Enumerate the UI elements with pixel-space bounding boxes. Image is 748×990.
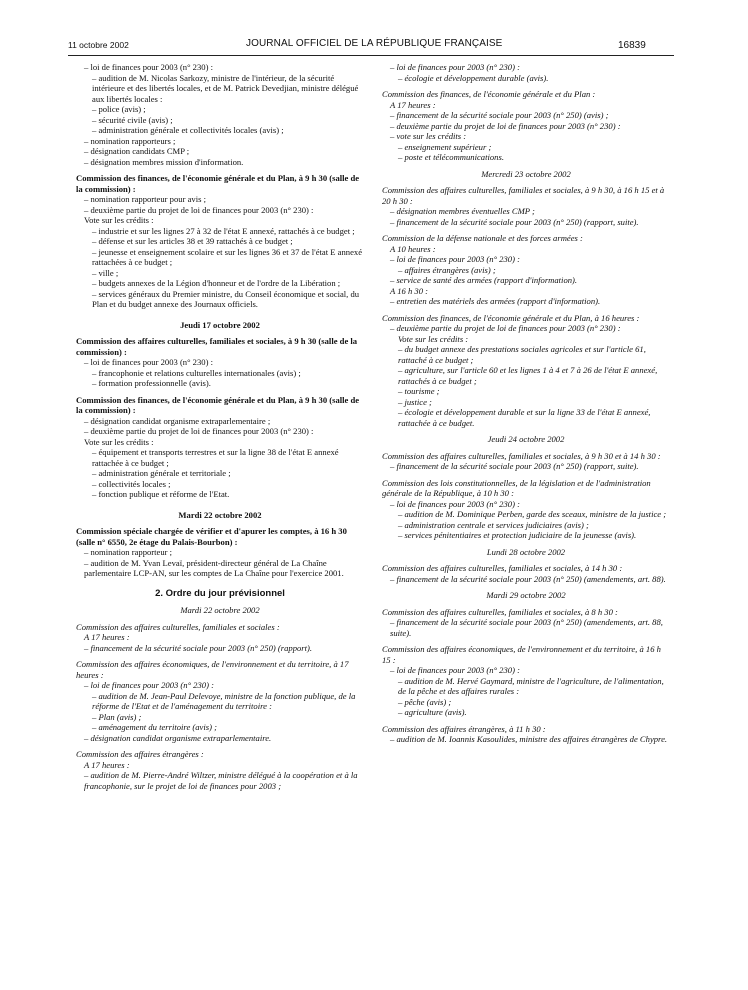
agenda-item: – deuxième partie du projet de loi de finances pour 2003 (n° 230) : [390, 120, 621, 131]
agenda-item: – agriculture, sur l'article 60 et les lignes 1 à 4 et 7 à 26 de l'état E annexé, rattachés à ce budget ; [398, 365, 658, 386]
agenda-item: – financement de la sécurité sociale pour 2003 (n° 250) (amendements, art. 88, suite). [390, 617, 663, 638]
spacer [76, 500, 364, 510]
agenda-item: – jeunesse et enseignement scolaire et sur les lignes 36 et 37 de l'état E annexé rattachées à ce budget ; [92, 246, 363, 267]
agenda-item: – financement de la sécurité sociale pour 2003 (n° 250) (avis) ; [390, 110, 609, 120]
agenda-item: – justice ; [398, 396, 432, 407]
commission-heading: Commission spéciale chargée de vérifier et d'apurer les comptes, à 16 h 30 (salle n° 6550, 2e étage du Palais-Bourbon) : [76, 526, 347, 547]
agenda-item: – financement de la sécurité sociale pour 2003 (n° 250) (rapport). [84, 642, 313, 653]
agenda-item: – loi de finances pour 2003 (n° 230) : [84, 357, 213, 367]
agenda-item: – du budget annexe des prestations sociales agricoles et sur l'article 61, rattaché à ce budget ; [398, 344, 646, 365]
agenda-item: A 17 heures : [84, 632, 130, 642]
agenda-item: – deuxième partie du projet de loi de finances pour 2003 (n° 230) : [390, 323, 621, 333]
date-heading: Mardi 29 octobre 2002 [486, 590, 566, 600]
journal-title: JOURNAL OFFICIEL DE LA RÉPUBLIQUE FRANÇAISE [246, 38, 503, 49]
spacer [76, 310, 364, 320]
agenda-item: – formation professionnelle (avis). [92, 378, 211, 388]
agenda-item: A 10 heures : [390, 243, 436, 254]
agenda-item: – deuxième partie du projet de loi de finances pour 2003 (n° 230) : [84, 204, 314, 215]
agenda-item: – tourisme ; [398, 386, 440, 396]
header-rule [68, 55, 674, 56]
agenda-item: – loi de finances pour 2003 (n° 230) : [84, 62, 213, 72]
agenda-item: – pêche (avis) ; [398, 696, 452, 707]
agenda-item: – administration générale et collectivités locales (avis) ; [92, 125, 284, 135]
agenda-item: – fonction publique et réforme de l'Etat. [92, 489, 230, 499]
agenda-item: – administration centrale et services judiciaires (avis) ; [398, 519, 589, 530]
agenda-item: – nomination rapporteur ; [84, 547, 173, 557]
commission-heading: Commission des affaires économiques, de l'environnement et du territoire, à 16 h 15 : [382, 644, 661, 665]
agenda-item: – audition de M. Hervé Gaymard, ministre de l'agriculture, de l'alimentation, de la pêche et des affaires rurales : [398, 675, 664, 696]
page-number: 16839 [618, 40, 646, 51]
agenda-item: Vote sur les crédits : [84, 215, 154, 225]
agenda-item: – loi de finances pour 2003 (n° 230) : [390, 254, 520, 264]
agenda-item: – financement de la sécurité sociale pour 2003 (n° 250) (rapport, suite). [390, 461, 639, 471]
agenda-item: A 17 heures : [84, 759, 130, 770]
commission-heading: Commission des affaires culturelles, familiales et sociales, à 9 h 30, à 16 h 15 et à 20 h 30 : [382, 185, 665, 206]
agenda-item: – équipement et transports terrestres et sur la ligne 38 de l'état E annexé rattachée à ce budget ; [92, 447, 339, 468]
agenda-item: – service de santé des armées (rapport d'information). [390, 275, 578, 285]
agenda-item: – ville ; [92, 267, 119, 278]
agenda-item: – loi de finances pour 2003 (n° 230) : [390, 498, 520, 509]
agenda-item: – audition de M. Yvan Levaï, président-directeur général de La Chaîne parlementaire LCP-AN, sur les comptes de La Chaîne pour l'exercice 2001. [84, 557, 344, 578]
agenda-item: – administration générale et territoriale ; [92, 468, 231, 478]
commission-heading: Commission des finances, de l'économie générale et du Plan, à 9 h 30 (salle de la commission) : [76, 173, 360, 194]
commission-heading: Commission des affaires culturelles, familiales et sociales : [76, 621, 280, 632]
left-column [76, 62, 364, 791]
agenda-item: – police (avis) ; [92, 104, 146, 114]
agenda-item: – poste et télécommunications. [398, 152, 504, 162]
commission-heading: Commission des affaires étrangères, à 11 h 30 : [382, 723, 546, 734]
agenda-item: – écologie et développement durable et sur la ligne 33 de l'état E annexé, rattachée à ce budget. [398, 407, 651, 428]
agenda-item: – défense et sur les articles 38 et 39 rattachés à ce budget ; [92, 236, 293, 246]
agenda-item: – désignation candidats CMP ; [84, 146, 190, 156]
commission-heading: Commission des affaires culturelles, familiales et sociales, à 9 h 30 (salle de la commission) : [76, 336, 358, 357]
agenda-item: – services généraux du Premier ministre, du Conseil économique et social, du Plan et du budget annexe des Journaux officiels. [92, 288, 360, 309]
agenda-item: – budgets annexes de la Légion d'honneur et de l'ordre de la Libération ; [92, 278, 341, 288]
agenda-item: – nomination rapporteurs ; [84, 135, 176, 146]
date-heading: Mardi 22 octobre 2002 [178, 509, 262, 520]
agenda-item: – désignation candidat organisme extraparlementaire ; [84, 415, 271, 426]
agenda-item: Vote sur les crédits : [398, 333, 469, 344]
agenda-item: – collectivités locales ; [92, 478, 171, 489]
agenda-item: – industrie et sur les lignes 27 à 32 de l'état E annexé, rattachés à ce budget ; [92, 225, 355, 236]
commission-heading: Commission des finances, de l'économie générale et du Plan : [382, 89, 596, 99]
commission-heading: Commission des lois constitutionnelles, de la législation et de l'administration générale de la République, à 10 h 30 : [382, 477, 651, 498]
agenda-item: – nomination rapporteur pour avis ; [84, 194, 206, 204]
commission-heading: Commission des affaires culturelles, familiales et sociales, à 8 h 30 : [382, 606, 618, 617]
agenda-item: – aménagement du territoire (avis) ; [92, 722, 217, 732]
commission-heading: Commission des finances, de l'économie générale et du Plan, à 16 heures : [382, 312, 640, 323]
date-heading: Mardi 22 octobre 2002 [180, 605, 260, 615]
commission-heading: Commission des affaires étrangères : [76, 749, 204, 759]
agenda-item: – Plan (avis) ; [92, 711, 142, 722]
agenda-item: – sécurité civile (avis) ; [92, 114, 173, 125]
date-heading: Jeudi 17 octobre 2002 [180, 319, 260, 330]
agenda-item: – financement de la sécurité sociale pour 2003 (n° 250) (rapport, suite). [390, 216, 639, 227]
agenda-item: – francophonie et relations culturelles internationales (avis) ; [92, 367, 301, 378]
commission-heading: Commission des affaires culturelles, familiales et sociales, à 14 h 30 : [382, 563, 623, 573]
agenda-item: – loi de finances pour 2003 (n° 230) : [390, 665, 520, 675]
agenda-item: – audition de M. Dominique Perben, garde des sceaux, ministre de la justice ; [398, 509, 667, 519]
agenda-item: – loi de finances pour 2003 (n° 230) : [390, 62, 520, 72]
agenda-item: – désignation membres mission d'information. [84, 156, 244, 167]
agenda-item: – affaires étrangères (avis) ; [398, 264, 496, 275]
commission-heading: Commission des affaires culturelles, familiales et sociales, à 9 h 30 et à 14 h 30 : [382, 450, 661, 461]
spacer [76, 579, 364, 589]
commission-heading: Commission des affaires économiques, de l'environnement et du territoire, à 17 heures : [76, 659, 349, 680]
page-header [0, 0, 748, 60]
date-heading: Mercredi 23 octobre 2002 [481, 168, 571, 179]
agenda-item: A 17 heures : [390, 99, 436, 110]
agenda-item: – audition de M. Nicolas Sarkozy, ministre de l'intérieur, de la sécurité intérieure et des libertés locales, et de M. Patrick Devedjian, ministre délégué aux libertés locales : [92, 72, 359, 104]
commission-heading: Commission de la défense nationale et des forces armées : [382, 233, 583, 243]
agenda-item: – entretien des matériels des armées (rapport d'information). [390, 296, 601, 306]
agenda-item: – audition de M. Ioannis Kasoulides, ministre des affaires étrangères de Chypre. [390, 734, 668, 744]
date-heading: Lundi 28 octobre 2002 [486, 546, 566, 557]
agenda-item: – agriculture (avis). [398, 707, 467, 717]
agenda-item: – deuxième partie du projet de loi de finances pour 2003 (n° 230) : [84, 426, 314, 436]
agenda-item: – loi de finances pour 2003 (n° 230) : [84, 680, 214, 690]
agenda-item: – désignation candidat organisme extraparlementaire. [84, 732, 272, 743]
commission-heading: Commission des finances, de l'économie générale et du Plan, à 9 h 30 (salle de la commission) : [76, 394, 360, 415]
section-heading: 2. Ordre du jour prévisionnel [155, 587, 285, 599]
agenda-item: Vote sur les crédits : [84, 436, 154, 447]
agenda-item: – audition de M. Pierre-André Wiltzer, ministre délégué à la coopération et à la francophonie, sur le projet de loi de finances pour 2003 ; [84, 770, 358, 791]
agenda-item: – services pénitentiaires et protection judiciaire de la jeunesse (avis). [398, 530, 637, 540]
agenda-item: A 16 h 30 : [390, 285, 429, 296]
agenda-item: – audition de M. Jean-Paul Delevoye, ministre de la fonction publique, de la réforme de l'Etat et de l'aménagement du territoire : [92, 690, 356, 711]
agenda-item: – écologie et développement durable (avis). [398, 72, 549, 83]
agenda-item: – vote sur les crédits : [390, 131, 467, 141]
agenda-item: – financement de la sécurité sociale pour 2003 (n° 250) (amendements, art. 88). [390, 573, 666, 584]
right-column [382, 62, 670, 745]
date-heading: Jeudi 24 octobre 2002 [487, 434, 565, 444]
header-date: 11 octobre 2002 [68, 40, 129, 50]
agenda-item: – enseignement supérieur ; [398, 141, 492, 152]
agenda-item: – désignation membres éventuelles CMP ; [390, 206, 535, 216]
